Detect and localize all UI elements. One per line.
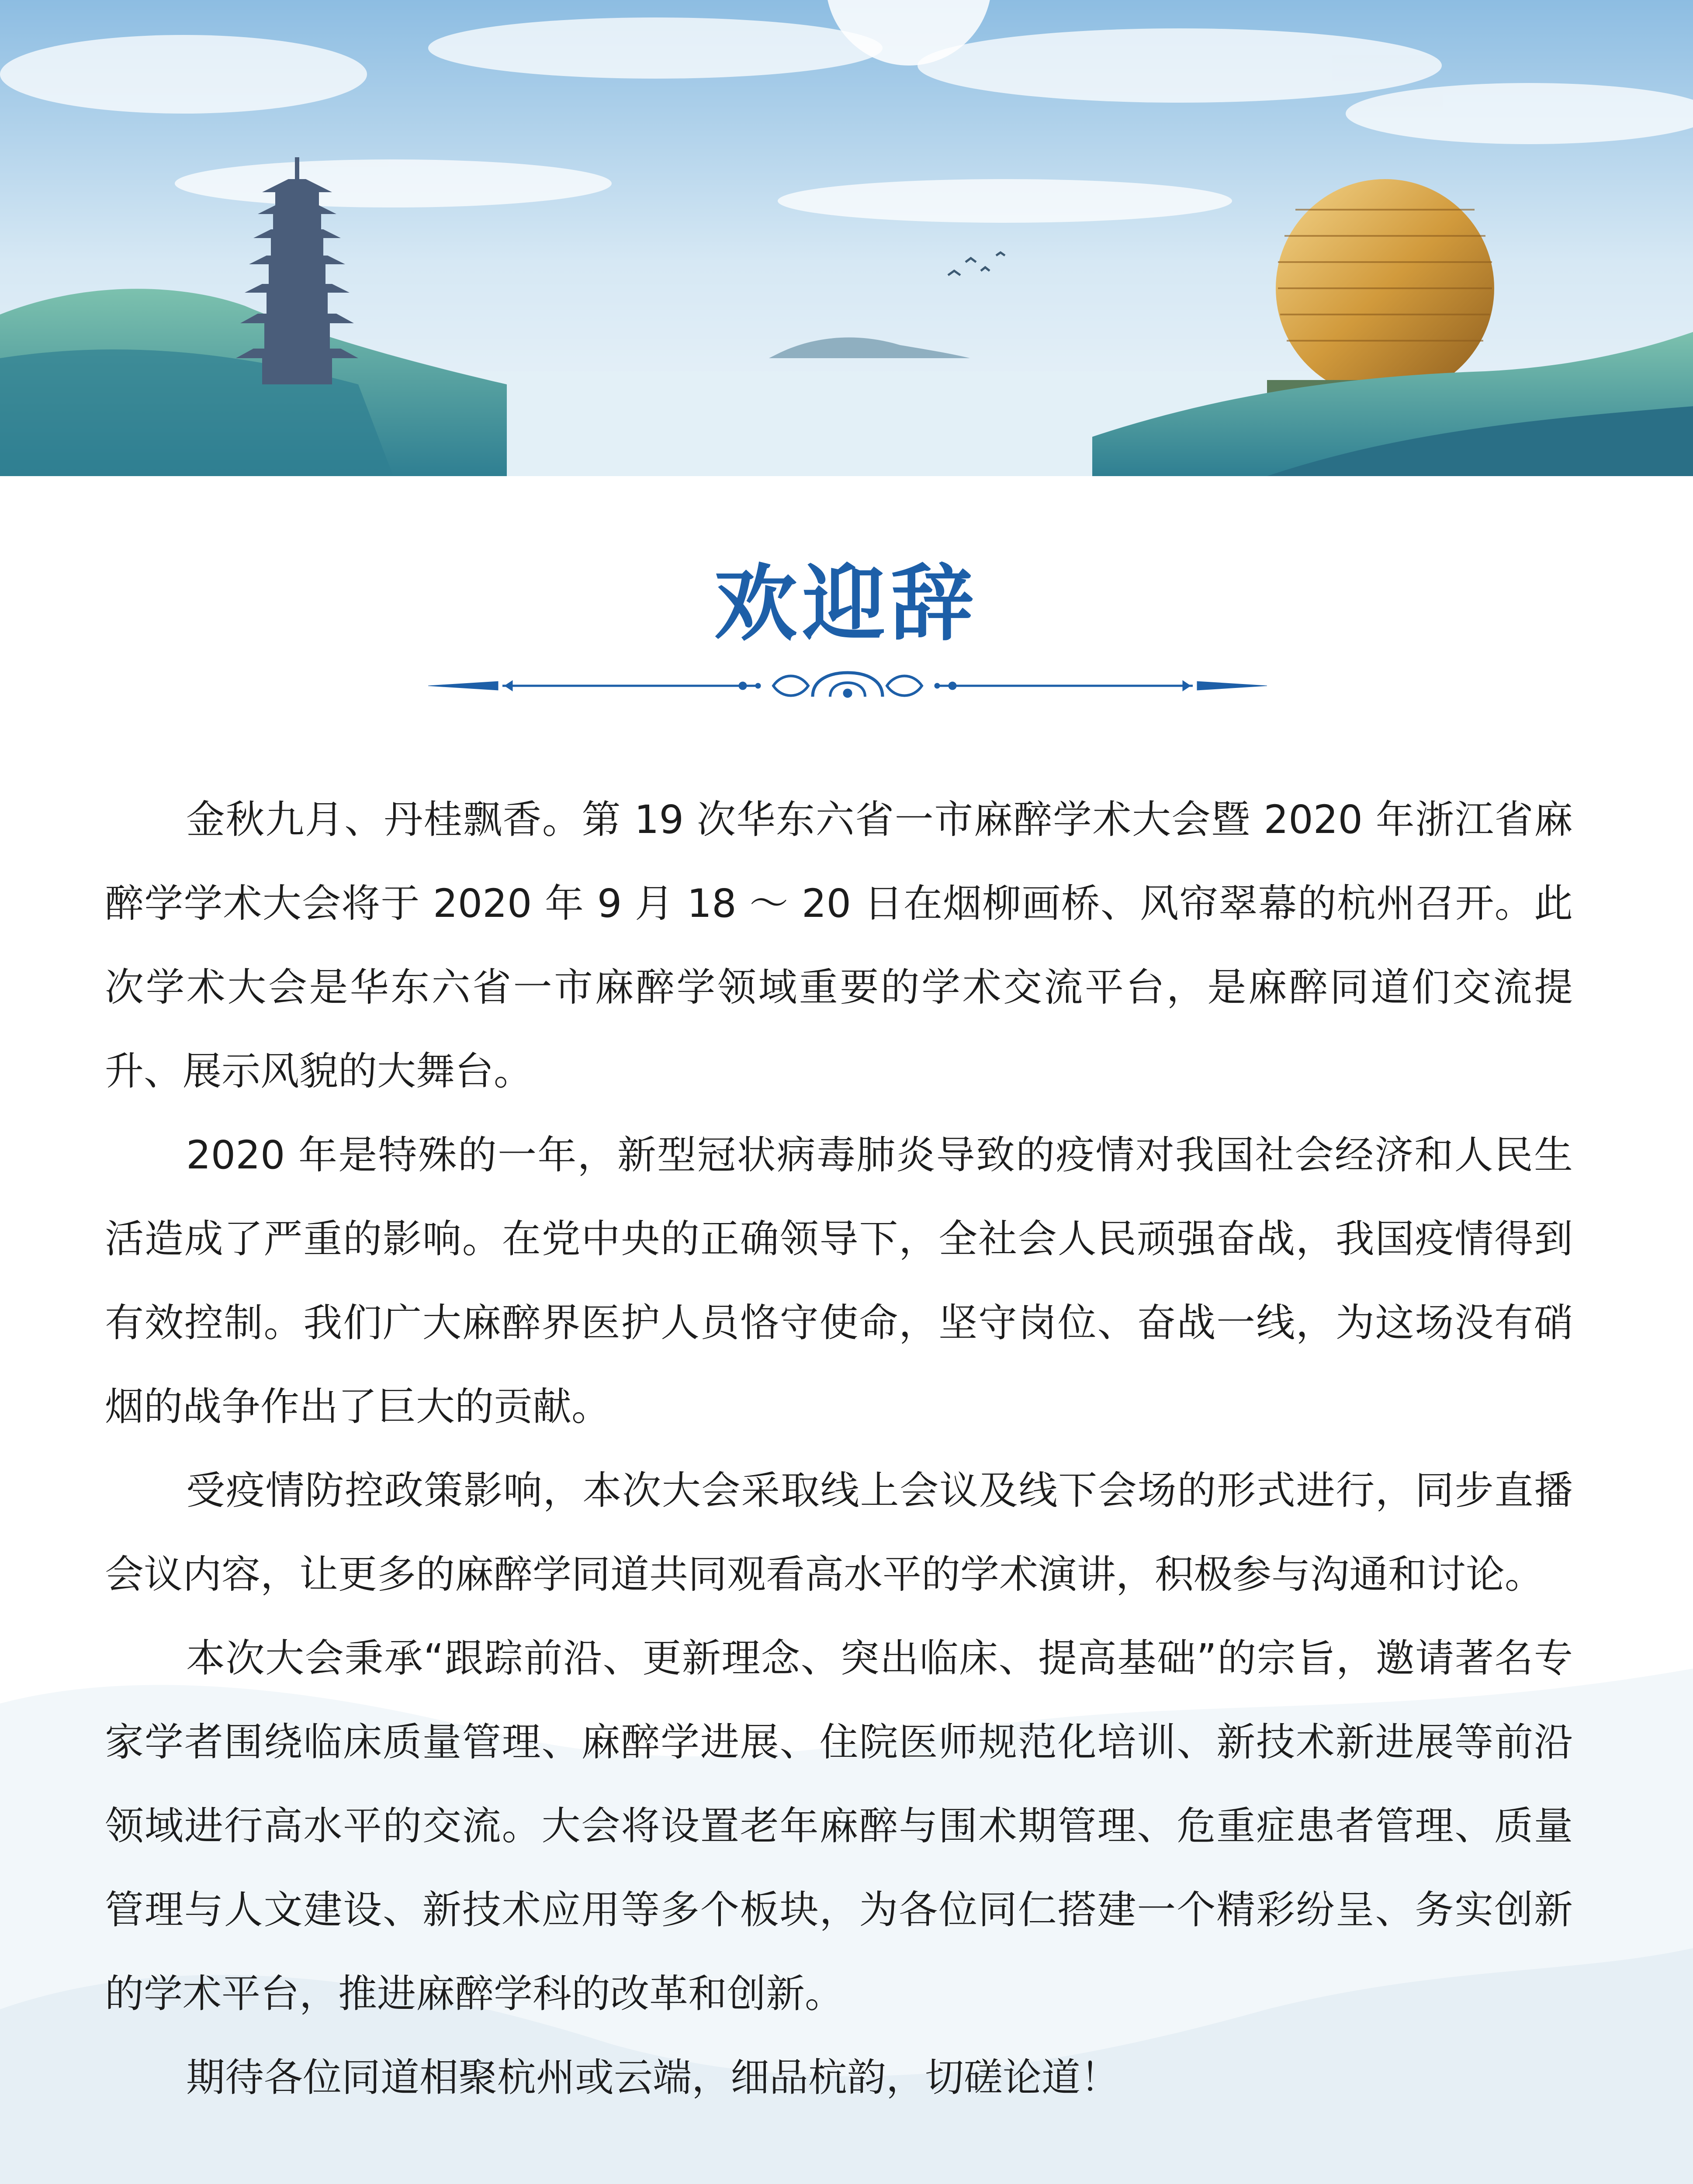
paragraph-5: 期待各位同道相聚杭州或云端，细品杭韵，切磋论道！ [186, 2055, 1119, 2100]
cloud-ornament-icon [428, 666, 1267, 705]
header-banner [0, 0, 1693, 476]
paragraph-3: 受疫情防控政策影响，本次大会采取线上会议及线下会场的形式进行，同步直播会议内容，让更多的麻醉学同道共同观看高水平的学术演讲，积极参与沟通和讨论。 [105, 1468, 1573, 1597]
paragraph-4: 本次大会秉承“跟踪前沿、更新理念、突出临床、提高基础”的宗旨，邀请著名专家学者围绕临床质量管理、麻醉学进展、住院医师规范化培训、新技术新进展等前沿领域进行高水平的交流。大会将设置老年麻醉与围术期管理、危重症患者管理、质量管理与人文建设、新技术应用等多个板块，为各位同仁搭建一个精彩纷呈、务实创新的学术平台，推进麻醉学科的改革和创新。 [105, 1635, 1573, 2016]
paragraph-2: 2020 年是特殊的一年，新型冠状病毒肺炎导致的疫情对我国社会经济和人民生活造成了严重的影响。在党中央的正确领导下，全社会人民顽强奋战，我国疫情得到有效控制。我们广大麻醉界医护人员恪守使命，坚守岗位、奋战一线，为这场没有硝烟的战争作出了巨大的贡献。 [105, 1132, 1573, 1429]
letter-body [105, 778, 1573, 2119]
paragraph-1: 金秋九月、丹桂飘香。第 19 次华东六省一市麻醉学术大会暨 2020 年浙江省麻醉学学术大会将于 2020 年 9 月 18 ～ 20 日在烟柳画桥、风帘翠幕的杭州召开。此次学术大会是华东六省一市麻醉学领域重要的学术交流平台，是麻醉同道们交流提升、展示风貌的大舞台。 [105, 797, 1573, 1094]
page-title: 欢迎辞 [714, 556, 979, 652]
